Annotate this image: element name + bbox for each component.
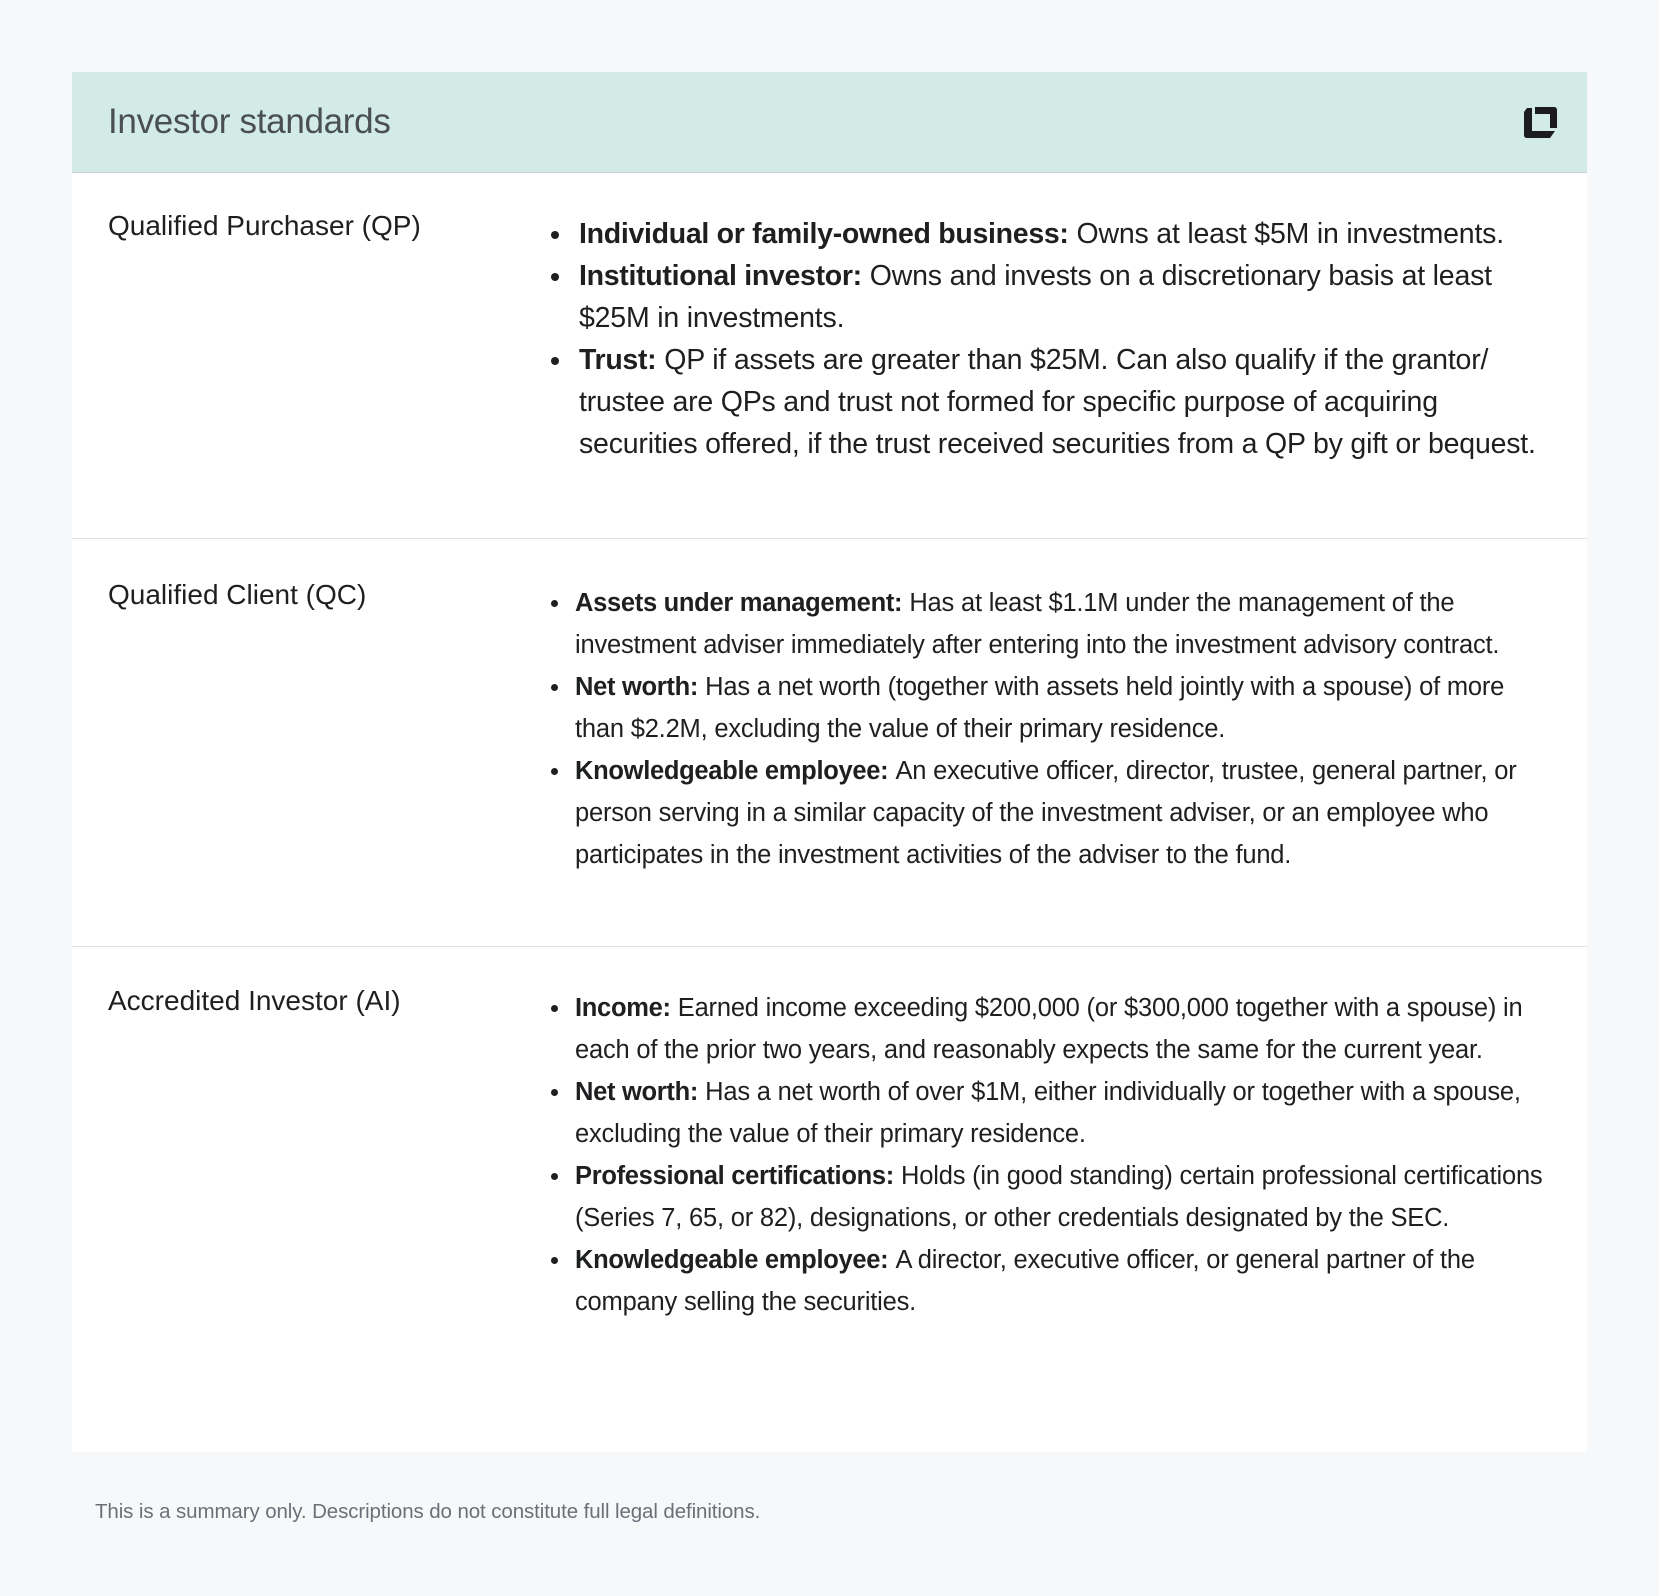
criteria-list <box>548 947 1587 1452</box>
disclaimer-note: This is a summary only. Descriptions do not constitute full legal definitions. <box>95 1500 761 1523</box>
criterion-term: Income: <box>575 994 671 1022</box>
criterion-text: Has a net worth (together with assets held jointly with a spouse) of more than $2.2M, excluding the value of their primary residence. <box>575 673 1505 743</box>
criterion-term: Net worth: <box>575 673 699 701</box>
criterion-term: Individual or family-owned business: <box>579 218 1069 250</box>
investor-standards-card <box>72 72 1587 1452</box>
standard-row-qc <box>72 539 1587 947</box>
list-item <box>548 987 1547 1071</box>
expand-icon <box>1521 104 1559 142</box>
expand-button[interactable] <box>1521 104 1559 142</box>
criterion-text: QP if assets are greater than $25M. Can also qualify if the grantor/ trustee are QPs and trust not formed for specific purpose of acquiring securities offered, if the trust received securities from a QP by gift or bequest. <box>579 344 1536 460</box>
criteria-list <box>548 173 1587 538</box>
list-item <box>548 339 1547 465</box>
row-label: Accredited Investor (AI) <box>108 985 401 1016</box>
criterion-text: Earned income exceeding $200,000 (or $300,000 together with a spouse) in each of the prior two years, and reasonably expects the same for the current year. <box>575 994 1523 1064</box>
list-item <box>548 213 1547 255</box>
standard-row-qp <box>72 173 1587 539</box>
criterion-term: Institutional investor: <box>579 260 862 292</box>
row-label: Qualified Client (QC) <box>108 579 367 610</box>
criterion-term: Trust: <box>579 344 657 376</box>
criterion-term: Net worth: <box>575 1078 699 1106</box>
list-item <box>548 255 1547 339</box>
card-title: Investor standards <box>108 102 391 141</box>
list-item <box>548 750 1547 876</box>
criterion-text: Has at least $1.1M under the management of the investment adviser immediately after entering into the investment advisory contract. <box>575 589 1500 659</box>
criterion-term: Assets under management: <box>575 589 903 617</box>
list-item <box>548 666 1547 750</box>
criterion-text: Holds (in good standing) certain professional certifications (Series 7, 65, or 82), designations, or other credentials designated by the SEC. <box>575 1162 1543 1232</box>
criterion-term: Knowledgeable employee: <box>575 757 889 785</box>
standard-row-ai <box>72 947 1587 1452</box>
criterion-term: Professional certifications: <box>575 1162 894 1190</box>
list-item <box>548 582 1547 666</box>
list-item <box>548 1239 1547 1323</box>
criterion-text: Owns at least $5M in investments. <box>1076 218 1504 250</box>
criteria-list <box>548 539 1587 946</box>
criterion-text: An executive officer, director, trustee, general partner, or person serving in a similar capacity of the investment adviser, or an employee who participates in the investment activities of the adviser to the fund. <box>575 757 1517 869</box>
criterion-term: Knowledgeable employee: <box>575 1246 889 1274</box>
criterion-text: Has a net worth of over $1M, either individually or together with a spouse, excluding the value of their primary residence. <box>575 1078 1521 1148</box>
card-header <box>72 72 1587 173</box>
list-item <box>548 1071 1547 1155</box>
list-item <box>548 1155 1547 1239</box>
criterion-text: Owns and invests on a discretionary basis at least $25M in investments. <box>579 260 1492 334</box>
criterion-text: A director, executive officer, or general partner of the company selling the securities. <box>575 1246 1475 1316</box>
row-label: Qualified Purchaser (QP) <box>108 210 421 241</box>
